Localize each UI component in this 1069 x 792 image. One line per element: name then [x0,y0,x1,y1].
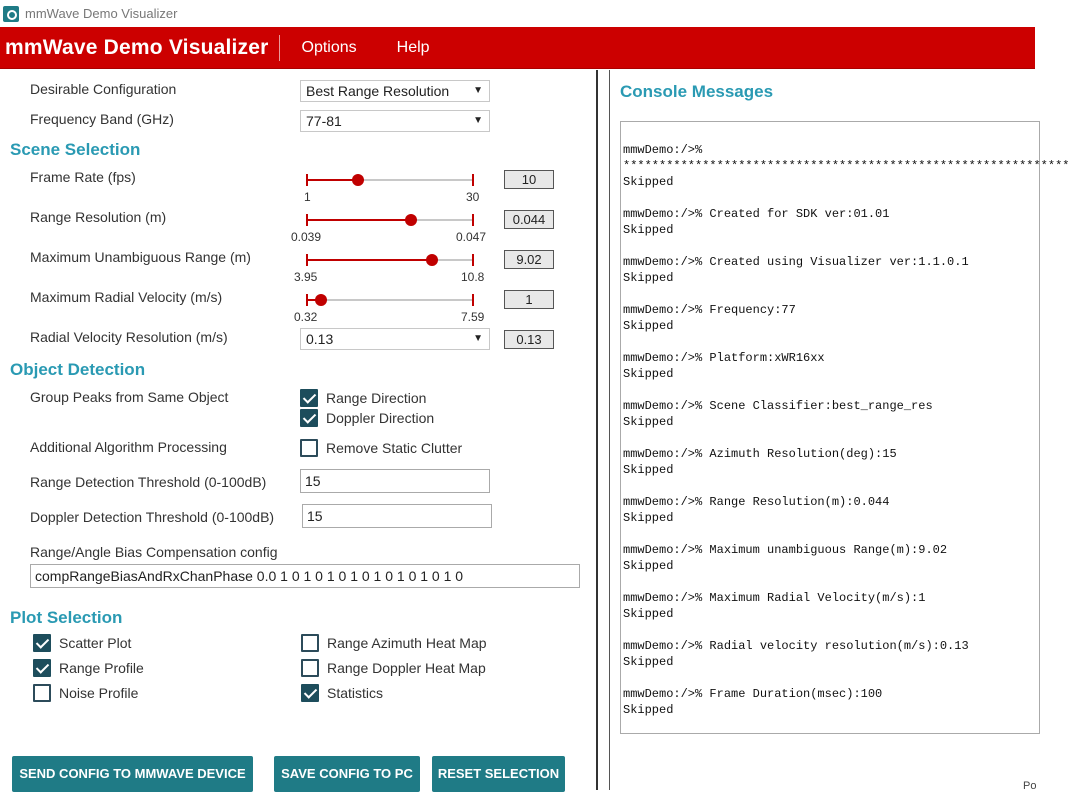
max-range-slider[interactable] [306,249,474,271]
range-resolution-min: 0.039 [291,230,322,244]
bias-compensation-input[interactable]: compRangeBiasAndRxChanPhase 0.0 1 0 1 0 1 0 1 0 1 0 1 0 1 0 1 0 [30,564,580,588]
range-direction-label: Range Direction [326,390,427,406]
console-blank-line [623,574,1069,590]
bias-compensation-label: Range/Angle Bias Compensation config [30,544,278,560]
additional-processing-label: Additional Algorithm Processing [30,439,227,455]
noise-profile-label: Noise Profile [59,685,139,701]
console-line: mmwDemo:/>% [623,143,703,157]
statistics-label: Statistics [327,685,384,701]
console-blank-line [623,478,1069,494]
statistics-checkbox[interactable] [301,684,319,702]
frame-rate-slider[interactable] [306,169,474,191]
remove-static-clutter-checkbox[interactable] [300,439,318,457]
console-line: mmwDemo:/>% Frame Duration(msec):100 [623,687,883,701]
dropdown-arrow-icon: ▼ [473,85,483,96]
doppler-direction-checkbox[interactable] [300,409,318,427]
frame-rate-value: 10 [504,170,554,189]
desirable-config-select[interactable] [300,80,490,102]
frame-rate-label: Frame Rate (fps) [30,169,136,185]
scatter-plot-checkbox[interactable] [33,634,51,652]
range-profile-checkbox[interactable] [33,659,51,677]
slider-thumb[interactable] [352,174,364,186]
send-config-button[interactable]: SEND CONFIG TO MMWAVE DEVICE [12,756,253,792]
slider-min-cap [306,214,308,226]
frame-rate-min: 1 [304,190,311,204]
max-velocity-max: 7.59 [461,310,485,324]
console-line: Skipped [623,463,674,477]
console-line: Skipped [623,415,674,429]
slider-thumb[interactable] [315,294,327,306]
reset-selection-button[interactable]: RESET SELECTION [432,756,565,792]
range-direction-checkbox[interactable] [300,389,318,407]
max-range-value: 9.02 [504,250,554,269]
console-line: mmwDemo:/>% Maximum Radial Velocity(m/s):1 [623,591,926,605]
range-profile-label: Range Profile [59,660,144,676]
console-line: Skipped [623,511,674,525]
slider-thumb[interactable] [426,254,438,266]
console-line: Skipped [623,223,674,237]
window-title-bar [0,0,1035,27]
console-line: mmwDemo:/>% Created using Visualizer ver:1.1.0.1 [623,255,969,269]
console-blank-line [623,430,1069,446]
scatter-plot-label: Scatter Plot [59,635,132,651]
console-line: ************************************************************** [623,159,1069,173]
frequency-band-value: 77-81 [306,113,342,129]
desirable-config-value: Best Range Resolution [306,83,450,99]
window-title: mmWave Demo Visualizer [25,6,178,21]
console-blank-line [623,526,1069,542]
range-azimuth-heatmap-checkbox[interactable] [301,634,319,652]
slider-fill [306,219,411,221]
range-resolution-label: Range Resolution (m) [30,209,167,225]
console-blank-line [623,190,1069,206]
console-line: Skipped [623,559,674,573]
doppler-direction-label: Doppler Direction [326,410,435,426]
menu-separator [279,35,280,61]
dropdown-arrow-icon: ▼ [473,333,483,344]
console-line: Skipped [623,607,674,621]
max-range-label: Maximum Unambiguous Range (m) [30,249,251,265]
range-threshold-input[interactable]: 15 [300,469,490,493]
noise-profile-checkbox[interactable] [33,684,51,702]
max-velocity-label: Maximum Radial Velocity (m/s) [30,289,223,305]
doppler-threshold-label: Doppler Detection Threshold (0-100dB) [30,509,275,525]
console-line: Skipped [623,319,674,333]
max-velocity-slider[interactable] [306,289,474,311]
frame-rate-max: 30 [466,190,480,204]
slider-max-cap [472,254,474,266]
slider-max-cap [472,214,474,226]
app-brand-title: mmWave Demo Visualizer [5,35,269,59]
console-line: mmwDemo:/>% Scene Classifier:best_range_res [623,399,933,413]
app-menu-bar [0,27,1035,69]
menu-options[interactable]: Options [301,38,357,56]
max-velocity-value: 1 [504,290,554,309]
doppler-threshold-input[interactable]: 15 [302,504,492,528]
menu-help[interactable]: Help [396,38,430,56]
range-resolution-slider[interactable] [306,209,474,231]
group-peaks-label: Group Peaks from Same Object [30,389,229,405]
console-line: mmwDemo:/>% Frequency:77 [623,303,796,317]
console-blank-line [623,622,1069,638]
slider-fill [306,259,432,261]
console-line: mmwDemo:/>% Range Resolution(m):0.044 [623,495,890,509]
max-range-max: 10.8 [461,270,485,284]
max-range-min: 3.95 [294,270,318,284]
frequency-band-label: Frequency Band (GHz) [30,111,174,127]
velocity-resolution-value: 0.13 [504,330,554,349]
range-resolution-max: 0.047 [456,230,487,244]
console-line: Skipped [623,655,674,669]
range-azimuth-heatmap-label: Range Azimuth Heat Map [327,635,487,651]
slider-fill [306,179,358,181]
remove-static-clutter-label: Remove Static Clutter [326,440,463,456]
slider-min-cap [306,254,308,266]
console-blank-line [623,334,1069,350]
max-velocity-min: 0.32 [294,310,318,324]
slider-max-cap [472,174,474,186]
app-logo-icon [3,6,19,22]
slider-track [306,299,474,301]
console-blank-line [623,670,1069,686]
range-threshold-label: Range Detection Threshold (0-100dB) [30,474,267,490]
save-config-button[interactable]: SAVE CONFIG TO PC [274,756,420,792]
desirable-config-label: Desirable Configuration [30,81,177,97]
console-log [623,142,1069,718]
console-line: mmwDemo:/>% Maximum unambiguous Range(m):9.02 [623,543,948,557]
object-detection-heading: Object Detection [10,360,146,379]
frequency-band-select[interactable] [300,110,490,132]
scene-selection-heading: Scene Selection [10,140,141,159]
console-messages-area[interactable] [620,121,1069,734]
console-blank-line [623,238,1069,254]
velocity-resolution-label: Radial Velocity Resolution (m/s) [30,329,228,345]
console-messages-heading: Console Messages [620,82,774,101]
console-line: Skipped [623,367,674,381]
corner-text: Po [1023,780,1037,792]
dropdown-arrow-icon: ▼ [473,115,483,126]
plot-selection-heading: Plot Selection [10,608,123,627]
console-line: mmwDemo:/>% Radial velocity resolution(m/s):0.13 [623,639,969,653]
console-line: Skipped [623,271,674,285]
velocity-resolution-select[interactable] [300,328,490,350]
console-panel-border [609,70,610,790]
console-line: Skipped [623,703,674,717]
slider-min-cap [306,294,308,306]
slider-thumb[interactable] [405,214,417,226]
slider-min-cap [306,174,308,186]
console-blank-line [623,286,1069,302]
range-resolution-value: 0.044 [504,210,554,229]
range-doppler-heatmap-label: Range Doppler Heat Map [327,660,486,676]
console-line: Skipped [623,175,674,189]
console-blank-line [623,382,1069,398]
velocity-resolution-select-value: 0.13 [306,331,334,347]
console-line: mmwDemo:/>% Azimuth Resolution(deg):15 [623,447,897,461]
range-doppler-heatmap-checkbox[interactable] [301,659,319,677]
console-line: mmwDemo:/>% Created for SDK ver:01.01 [623,207,890,221]
console-line: mmwDemo:/>% Platform:xWR16xx [623,351,825,365]
slider-max-cap [472,294,474,306]
